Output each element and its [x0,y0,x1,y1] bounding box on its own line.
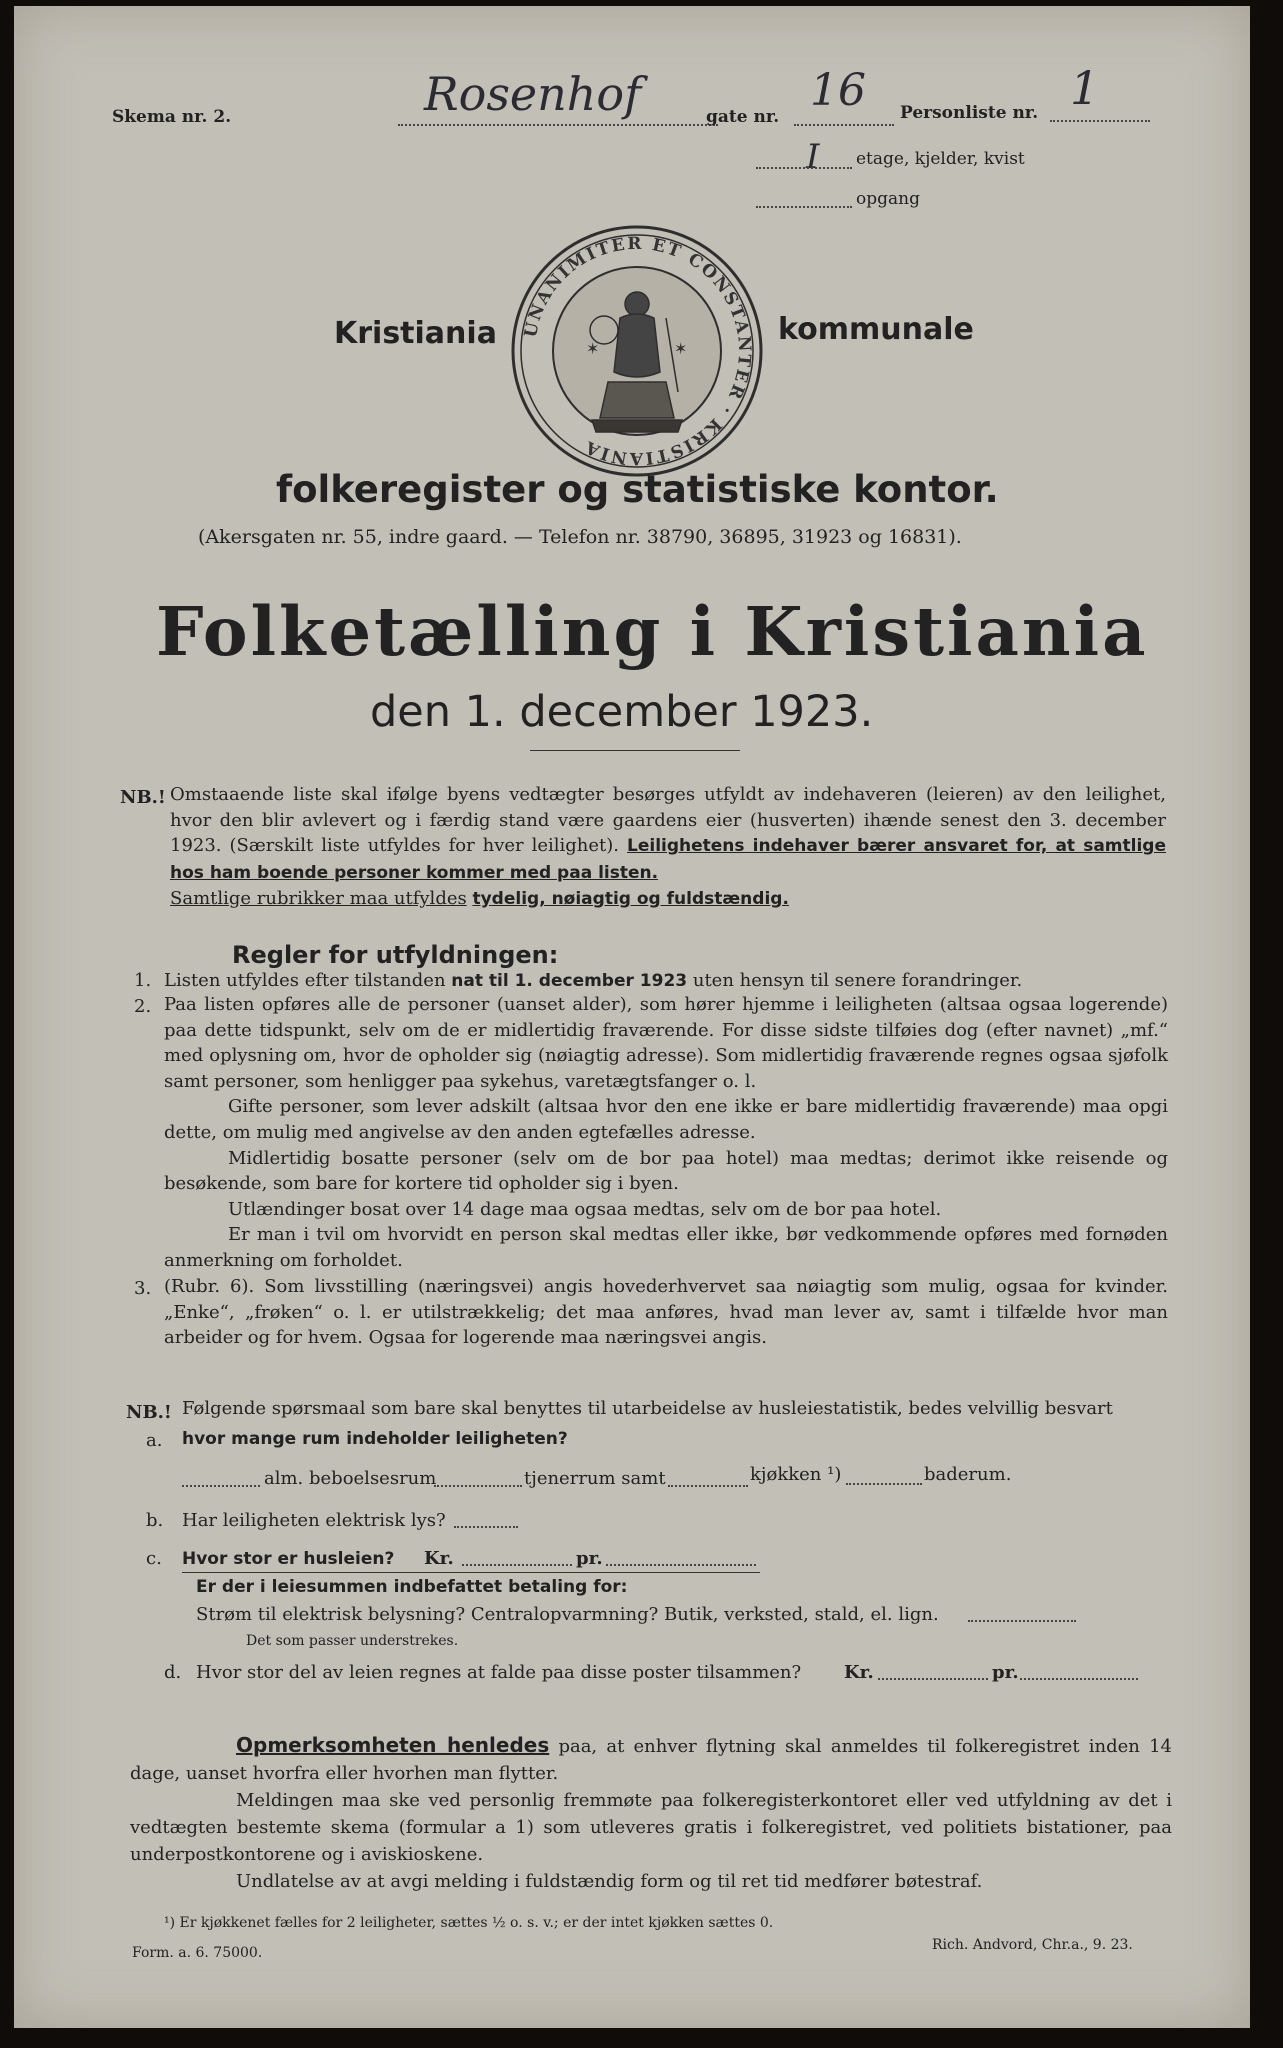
qa-field-1[interactable] [182,1485,260,1487]
qa-field-2[interactable] [434,1485,522,1487]
personliste-label: Personliste nr. [900,103,1039,123]
qd-question: Hvor stor del av leien regnes at falde paa disse poster tilsammen? [196,1662,802,1683]
qc-underline [182,1572,760,1573]
nb2-label: NB.! [126,1402,172,1423]
qd-kr: Kr. [844,1662,874,1683]
svg-text:✶: ✶ [586,339,600,358]
gate-nr-label: gate nr. [706,107,780,127]
qc-sub: Er der i leiesummen indbefattet betaling for: [196,1577,628,1597]
office-right: kommunale [778,312,974,347]
rule-2-tvil: Er man i tvil om hvorvidt en person skal medtas eller ikke, bør vedkommende opføres med fornøden anmerkning om forholdet. [164,1224,1168,1271]
title-date: den 1. december 1923. [370,687,874,737]
qd-letter: d. [164,1662,182,1683]
qc-options-field[interactable] [968,1620,1076,1622]
rule-2-num: 2. [134,996,152,1017]
nb1-line2-b: tydelig, nøiagtig og fuldstændig. [472,889,789,909]
qa-question: hvor mange rum indeholder leiligheten? [182,1429,568,1449]
qc-question: Hvor stor er husleien? [182,1549,395,1569]
notice-p1: paa, at enhver flytning skal anmeldes til folkeregistret inden 14 dage, uanset hvorfra eller hvorhen man flytter. [130,1736,1172,1784]
qa-f3: kjøkken ¹) [750,1464,842,1485]
rule-2-midlertidig: Midlertidig bosatte personer (selv om de bor paa hotel) maa medtas; derimot ikke reisende og besøkende, som bare for kortere tid opholder sig i byen. [164,1147,1168,1195]
rule-2-gifte: Gifte personer, som lever adskilt (altsaa hvor den ene ikke er bare midlertidig fraværende) maa opgi dette, om mulig med angivelse av den anden egtefælles adresse. [164,1096,1168,1143]
qc-note: Det som passer understrekes. [246,1633,459,1649]
rules-heading: Regler for utfyldningen: [232,941,559,969]
printer: Rich. Andvord, Chr.a., 9. 23. [932,1937,1133,1953]
notice-p2: Meldingen maa ske ved personlig fremmøte paa folkeregisterkontoret eller ved utfyldning av det i vedtægten bestemte skema (formular a 1) som utleveres gratis i folkeregistret, ved politiets bistationer, paa underpostkontorene og i aviskioskene. [130,1790,1172,1865]
rule-2-block [164,992,1168,1274]
seal-text: UNANIMITER ET CONSTANTER · KRISTIANIA [520,233,755,469]
qc-kr: Kr. [424,1548,454,1569]
rule-3-text: (Rubr. 6). Som livsstilling (næringsvei) angis hovederhvervet saa nøiagtig som mulig, ogsaa for kvinder. „Enke“, „frøken“ o. l. er utilstrækkelig; det maa anføres, hvad man lever av, samt i tilfælde hvor man arbeider og for hvem. Ogsaa for logerende maa næringsvei angis. [164,1276,1168,1348]
office-address: (Akersgaten nr. 55, indre gaard. — Telefon nr. 38790, 36895, 31923 og 16831). [198,526,962,548]
rule-1-b: nat til 1. december 1923 [451,971,688,991]
notice-lead: Opmerksomheten henledes [236,1733,550,1757]
street-line [398,124,718,126]
skema-label: Skema nr. 2. [112,107,232,127]
qd-pr: pr. [992,1662,1019,1683]
title-divider [530,750,740,751]
rule-3-num: 3. [134,1278,152,1299]
rule-1 [164,970,1022,992]
qa-field-3[interactable] [668,1485,748,1487]
svg-text:✶: ✶ [674,339,688,358]
qb-field[interactable] [454,1526,518,1528]
nb1-line2-a: Samtlige rubrikker maa utfyldes [170,888,467,909]
rule-1-a: Listen utfyldes efter tilstanden [164,970,446,991]
qb-letter: b. [146,1510,164,1531]
gate-nr-line [794,124,894,126]
qc-kr-field[interactable] [462,1564,572,1566]
nb1-text: Omstaaende liste skal ifølge byens vedtægter besørges utfyldt av indehaveren (leieren) av den leilighet, hvor den blir avlevert og i færdig stand være gaardens eier (husverten) ihænde senest den 3. december 1923. (Særskilt liste utfyldes for hver leilighet). [170,784,1166,856]
personliste-line [1050,120,1150,122]
form-number: Form. a. 6. 75000. [132,1945,263,1961]
office-name: folkeregister og statistiske kontor. [276,468,999,511]
notice-block [130,1732,1172,1895]
etage-label: etage, kjelder, kvist [856,149,1025,169]
rule-1-num: 1. [134,970,152,991]
census-form-page [14,6,1250,2028]
rule-1-c: uten hensyn til senere forandringer. [692,970,1023,991]
gate-nr-value: 16 [810,65,866,116]
notice-p3: Undlatelse av at avgi melding i fuldstændig form og til ret tid medfører bøtestraf. [236,1871,983,1892]
footnote: ¹) Er kjøkkenet fælles for 2 leiligheter, sættes ½ o. s. v.; er der intet kjøkken sættes 0. [164,1915,774,1931]
street-name-handwritten: Rosenhof [424,67,642,121]
qc-options: Strøm til elektrisk belysning? Centralopvarmning? Butik, verksted, stald, el. lign. [196,1604,939,1625]
etage-value: I [806,137,820,177]
rule-2-utlaendinger: Utlændinger bosat over 14 dage maa ogsaa medtas, selv om de bor paa hotel. [228,1198,942,1220]
opgang-line [756,206,852,208]
qa-f2: tjenerrum samt [524,1468,666,1489]
rule-2-text: Paa listen opføres alle de personer (uanset alder), som hører hjemme i leiligheten (altsaa ogsaa logerende) paa dette tidspunkt, selv om de er midlertidig fraværende. For disse sidste tilføies dog (efter navnet) „mf.“ med oplysning om, hvor de opholder sig (nøiagtig adresse). Som midlertidig fraværende regnes ogsaa sjøfolk samt personer, som henligger paa sykehus, varetægtsfanger o. l. [164,994,1168,1092]
office-left: Kristiania [334,316,497,351]
qa-f1: alm. beboelsesrum [264,1468,437,1489]
nb1-responsibility: Leilighetens indehaver bærer ansvaret for, at samtlige hos ham boende personer kommer med paa listen. [170,836,1166,883]
nb2-text: Følgende spørsmaal som bare skal benyttes til utarbeidelse av husleiestatistik, bedes velvillig besvart [182,1398,1113,1419]
qd-kr-field[interactable] [878,1678,988,1680]
opgang-label: opgang [856,189,920,209]
city-seal [508,222,766,480]
qd-pr-field[interactable] [1020,1678,1138,1680]
qc-pr: pr. [576,1548,603,1569]
qa-f4: baderum. [924,1464,1012,1485]
etage-line [756,167,852,169]
qa-field-4[interactable] [846,1483,922,1485]
personliste-value: 1 [1070,61,1100,115]
qb-question: Har leiligheten elektrisk lys? [182,1510,446,1531]
page-title: Folketælling i Kristiania [156,592,1149,671]
nb1-label: NB.! [120,787,166,808]
qc-pr-field[interactable] [606,1564,756,1566]
nb1-paragraph [170,782,1166,913]
qa-letter: a. [146,1430,163,1451]
qc-letter: c. [146,1548,162,1569]
